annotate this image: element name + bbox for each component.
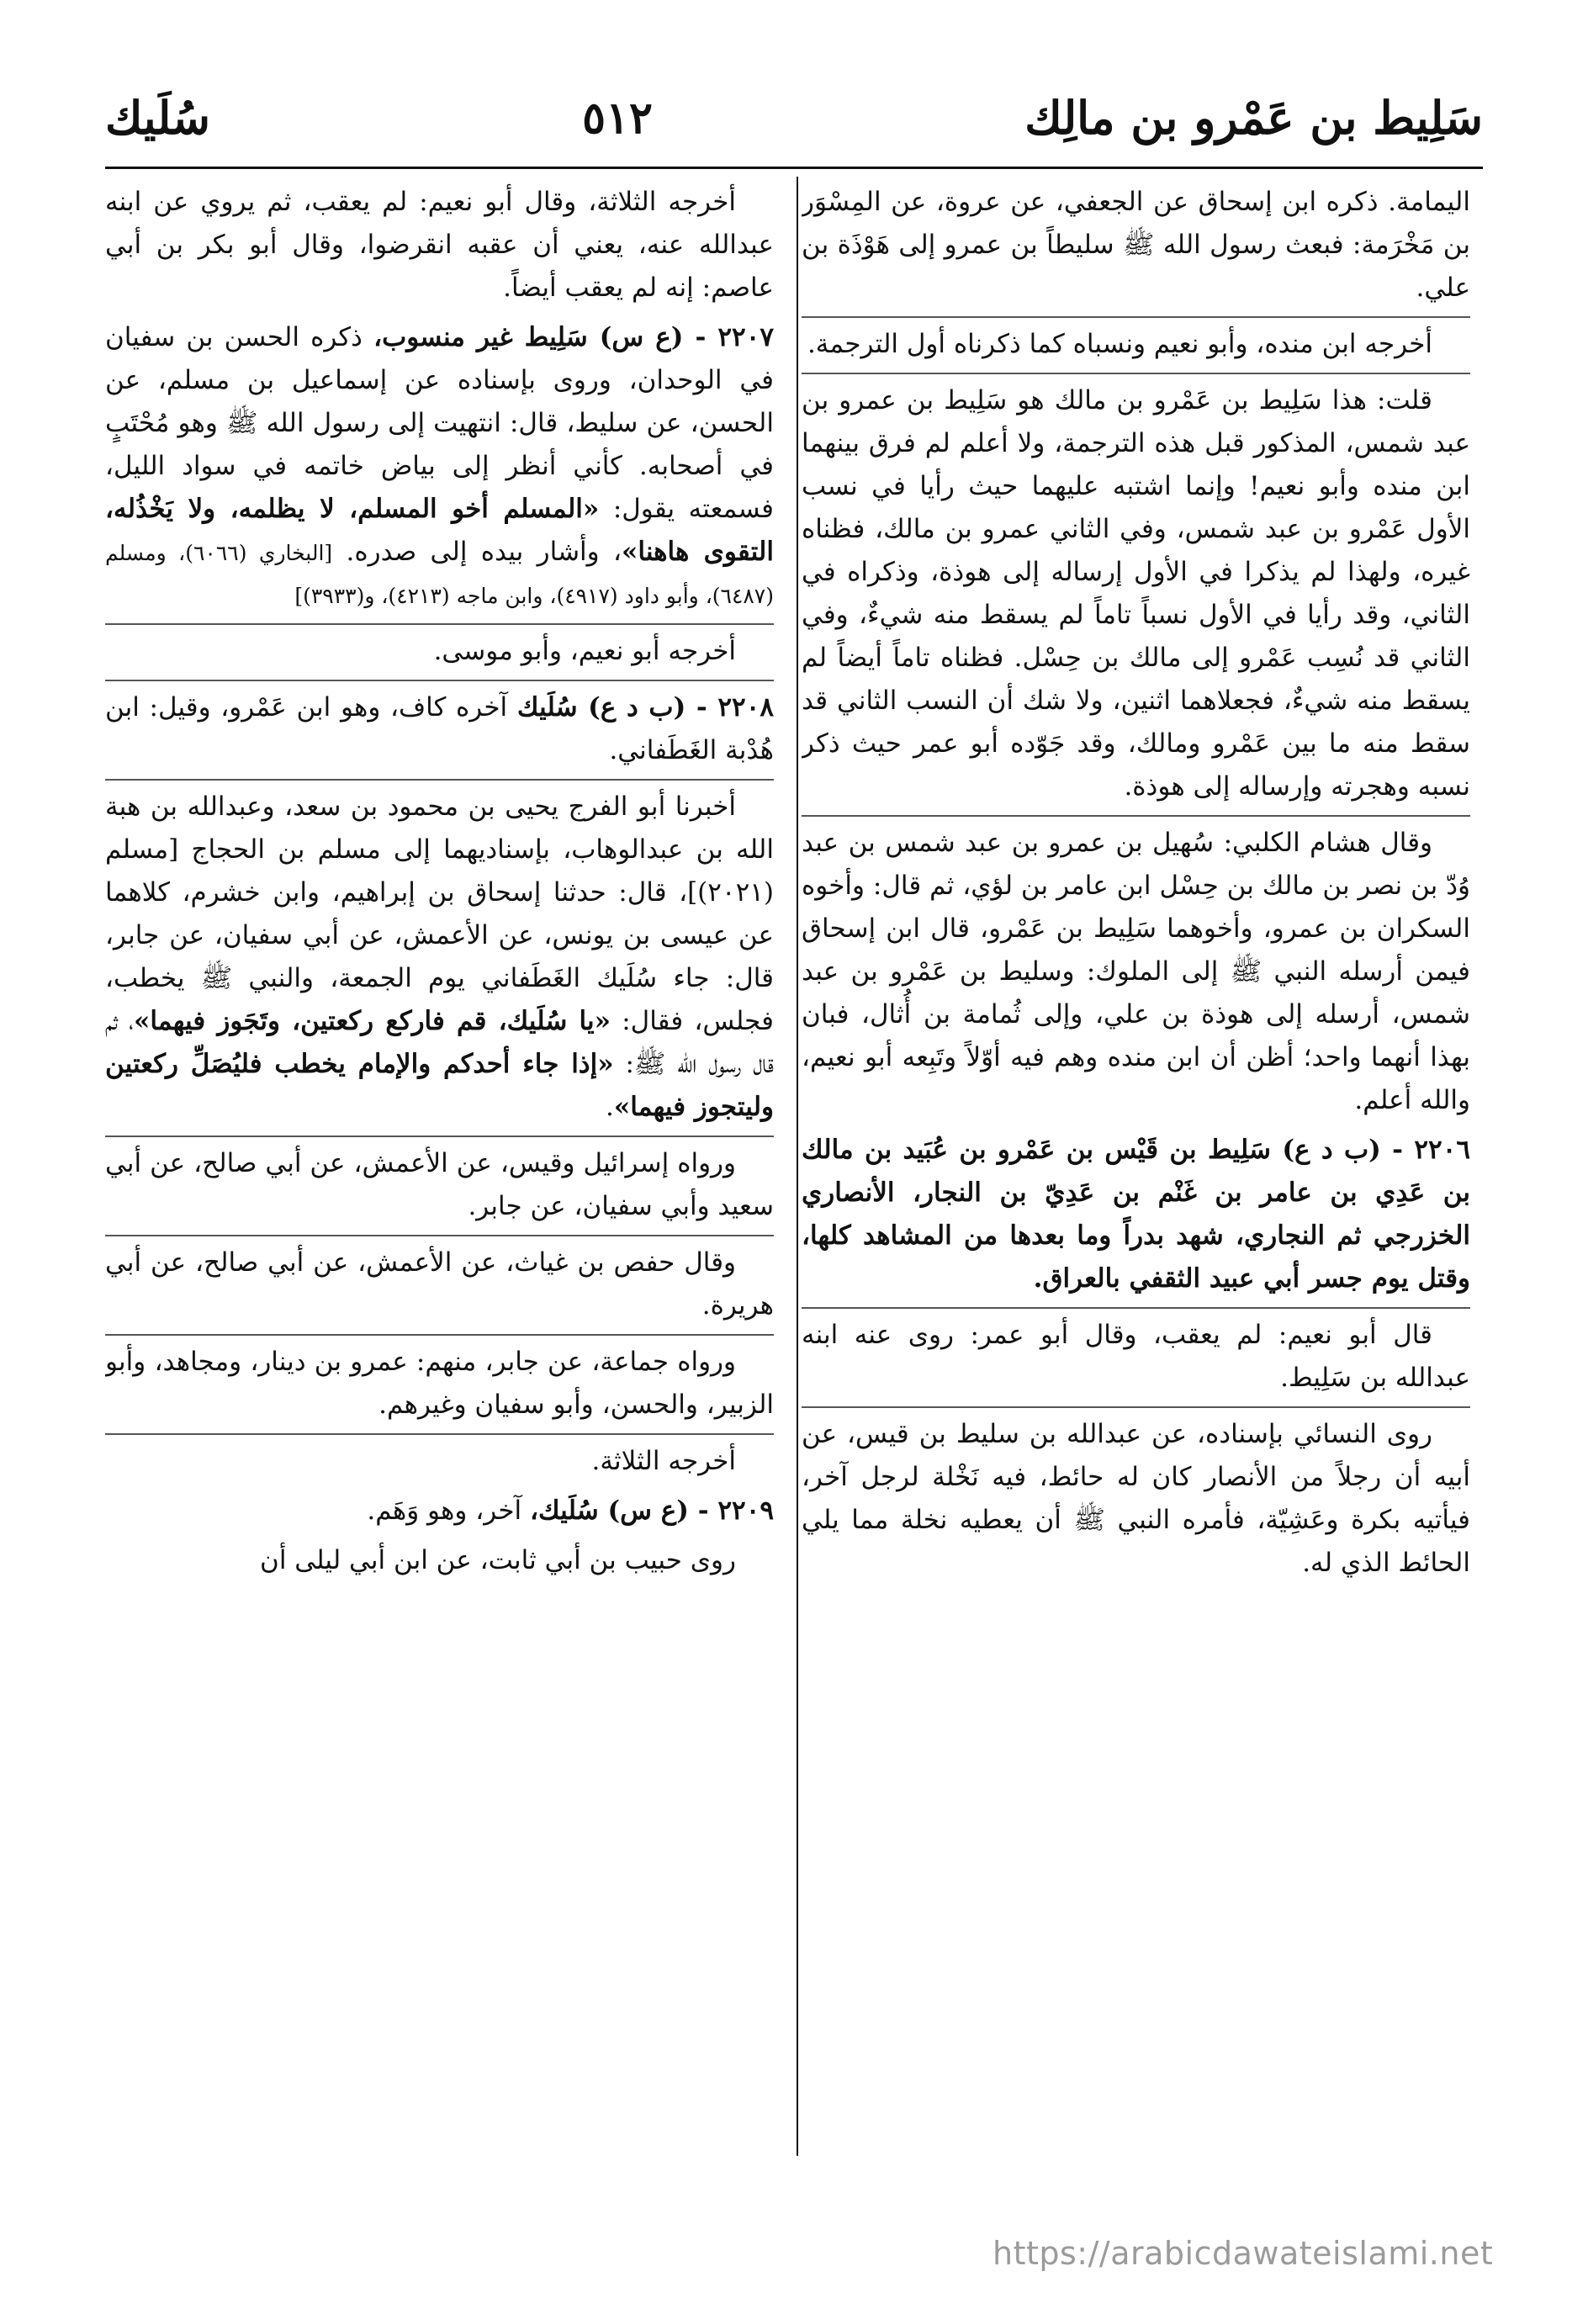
entry-name: (ع س) سَلِيط غير منسوب، xyxy=(373,322,684,352)
entry-2209 xyxy=(105,1490,774,1533)
paragraph-divider xyxy=(802,1307,1470,1309)
paragraph-divider xyxy=(105,680,774,681)
paragraph: أخرجه أبو نعيم، وأبو موسى. xyxy=(433,636,736,666)
paragraph: قال أبو نعيم: لم يعقب، وقال أبو عمر: روى عنه ابنه عبدالله بن سَلِيط. xyxy=(802,1320,1470,1393)
paragraph: ورواه إسرائيل وقيس، عن الأعمش، عن أبي صالح، عن أبي سعيد وأبي سفيان، عن جابر. xyxy=(105,1148,774,1221)
paragraph-text: أخبرنا أبو الفرج يحيى بن محمود بن سعد، وعبدالله بن هبة الله بن عبدالوهاب، بإسناديهما إلى مسلم بن الحجاج [مسلم (٢٠٢١)]، قال: حدثنا إسحاق بن إبراهيم، وابن خشرم، كلاهما عن عيسى بن يونس، عن الأعمش، عن أبي سفيان، عن جابر، قال: جاء سُلَيك الغَطَفاني يوم الجمعة، والنبي ﷺ يخطب، فجلس، فقال: xyxy=(105,791,774,1036)
entry-name: (ع س) سُلَيك، xyxy=(529,1496,689,1526)
header-rule xyxy=(105,167,1483,169)
paragraph xyxy=(105,786,774,1129)
paragraph-text: ، ثم قال رسول الله ﷺ: xyxy=(105,1006,774,1079)
watermark-url: https://arabicdawateislami.net xyxy=(992,2235,1494,2272)
entry-text: ، وأشار بيده إلى صدره. xyxy=(332,537,622,567)
entry-number: ٢٢٠٨ - xyxy=(685,692,774,723)
paragraph: أخرجه الثلاثة. xyxy=(591,1446,736,1476)
paragraph-divider xyxy=(802,316,1470,318)
paragraph: اليمامة. ذكره ابن إسحاق عن الجعفي، عن عروة، عن المِسْوَر بن مَخْرَمة: فبعث رسول الله ﷺ سليطاً بن عمرو إلى هَوْذَة بن علي. xyxy=(802,187,1470,303)
paragraph: قلت: هذا سَلِيط بن عَمْرو بن مالك هو سَلِيط بن عمرو بن عبد شمس، المذكور قبل هذه الترجمة، ولا أعلم لم فرق بينهما ابن منده وأبو نعيم! وإنما اشتبه عليهما حيث رأيا في نسب الأول عَمْرو بن عبد شمس، وفي الثاني عمرو بن مالك، فظناه غيره، ولهذا لم يذكرا في الأول إرساله إلى هوذة، وذكراه في الثاني، وقد رأيا في الأول نسباً تاماً لم يسقط منه شيءٌ، وفي الثاني قد نُسِب عَمْرو إلى مالك بن حِسْل. فظناه تاماً أيضاً لم يسقط منه شيءٌ، فجعلاهما اثنين، ولا شك أن النسب الثاني قد سقط منه ما بين عَمْرو ومالك، وقد جَوّده أبو عمر حيث ذكر نسبه وهجرته وإرساله إلى هوذة. xyxy=(802,385,1470,802)
hadith-quote: «المسلم أخو المسلم، لا يظلمه، ولا يَخْذُله، التقوى هاهنا» xyxy=(105,494,774,567)
paragraph: روى النسائي بإسناده، عن عبدالله بن سليط بن قيس، عن أبيه أن رجلاً من الأنصار كان له حائط، فيه نَخْلة لرجل آخر، فيأتيه بكرة وعَشِيّة، فأمره النبي ﷺ أن يعطيه نخلة مما يلي الحائط الذي له. xyxy=(802,1419,1470,1578)
hadith-quote: «إذا جاء أحدكم والإمام يخطب فليُصَلِّ ركعتين وليتجوز فيهما» xyxy=(105,1049,774,1122)
paragraph-divider xyxy=(105,1334,774,1336)
entry-text: ذكره الحسن بن سفيان في الوحدان، وروى بإسناده عن إسماعيل بن مسلم، عن الحسن، عن سليط، قال: انتهيت إلى رسول الله ﷺ وهو مُحْتَبٍ في أصحابه. كأني أنظر إلى بياض خاتمه في سواد الليل، فسمعته يقول: xyxy=(105,322,774,524)
paragraph-divider xyxy=(802,815,1470,817)
paragraph-divider xyxy=(105,1136,774,1137)
left-column xyxy=(105,181,774,2189)
paragraph: وقال حفص بن غياث، عن الأعمش، عن أبي صالح، عن أبي هريرة. xyxy=(105,1247,774,1321)
paragraph: وقال هشام الكلبي: سُهيل بن عمرو بن عبد شمس بن عبد وُدّ بن نصر بن مالك بن حِسْل ابن عامر بن لؤي، ثم قال: وأخوه السكران بن عمرو، وأخوهما سَلِيط بن عَمْرو، قال ابن إسحاق فيمن أرسله النبي ﷺ إلى الملوك: وسليط بن عَمْرو بن عبد شمس، أرسله إلى هوذة بن علي، وإلى ثُمامة بن أُثال، فبان بهذا أنهما واحد؛ أظن أن ابن منده وهم فيه أوّلاً وتَبِعه أبو نعيم، والله أعلم. xyxy=(802,828,1470,1115)
entry-number: ٢٢٠٧ - xyxy=(683,322,774,352)
entry-text: آخر، وهو وَهَم. xyxy=(367,1496,530,1526)
page-number: ٥١٢ xyxy=(582,92,653,144)
paragraph-divider xyxy=(802,1406,1470,1408)
page-header xyxy=(105,80,1483,156)
paragraph: ورواه جماعة، عن جابر، منهم: عمرو بن دينار، ومجاهد، وأبو الزبير، والحسن، وأبو سفيان وغيرهم. xyxy=(105,1347,774,1420)
running-title-right: سَلِيط بن عَمْرو بن مالِك xyxy=(1024,91,1483,145)
entry-text: آخره كاف، وهو ابن عَمْرو، وقيل: ابن هُدْبة الغَطَفاني. xyxy=(105,692,774,765)
entry-2208 xyxy=(105,686,774,772)
right-column xyxy=(802,181,1470,2189)
paragraph-divider xyxy=(105,623,774,625)
paragraph-divider xyxy=(105,1235,774,1236)
running-title-left: سُلَيك xyxy=(105,91,210,145)
entry-number: ٢٢٠٩ - xyxy=(688,1496,774,1526)
column-divider xyxy=(797,177,798,2156)
hadith-quote: «يا سُلَيك، قم فاركع ركعتين، وتَجَوز فيهما» xyxy=(133,1006,611,1036)
paragraph: روى حبيب بن أبي ثابت، عن ابن أبي ليلى أن xyxy=(260,1545,736,1575)
entry-2207 xyxy=(105,316,774,617)
paragraph-divider xyxy=(802,373,1470,374)
paragraph-divider xyxy=(105,779,774,781)
paragraph: أخرجه الثلاثة، وقال أبو نعيم: لم يعقب، ثم يروي عن ابنه عبدالله عنه، يعني أن عقبه انقرضوا، وقال أبو بكر بن أبي عاصم: إنه لم يعقب أيضاً. xyxy=(105,187,774,303)
paragraph: أخرجه ابن منده، وأبو نعيم ونسباه كما ذكرناه أول الترجمة. xyxy=(807,329,1432,359)
paragraph-divider xyxy=(105,1433,774,1435)
paragraph-text: . xyxy=(606,1092,614,1122)
entry-name: (ب د ع) سُلَيك xyxy=(516,692,686,723)
entry-2206: ٢٢٠٦ - (ب د ع) سَلِيط بن قَيْس بن عَمْرو بن عُبَيد بن مالك بن عَدِي بن عامر بن غَنْم بن عَدِيّ بن النجار، الأنصاري الخزرجي ثم النجاري، شهد بدراً وما بعدها من المشاهد كلها، وقتل يوم جسر أبي عبيد الثقفي بالعراق. xyxy=(802,1135,1470,1294)
reference: [البخاري (٦٠٦٦)، ومسلم (٦٤٨٧)، وأبو داود (٤٩١٧)، وابن ماجه (٤٢١٣)، و(٣٩٣٣)] xyxy=(105,541,774,608)
